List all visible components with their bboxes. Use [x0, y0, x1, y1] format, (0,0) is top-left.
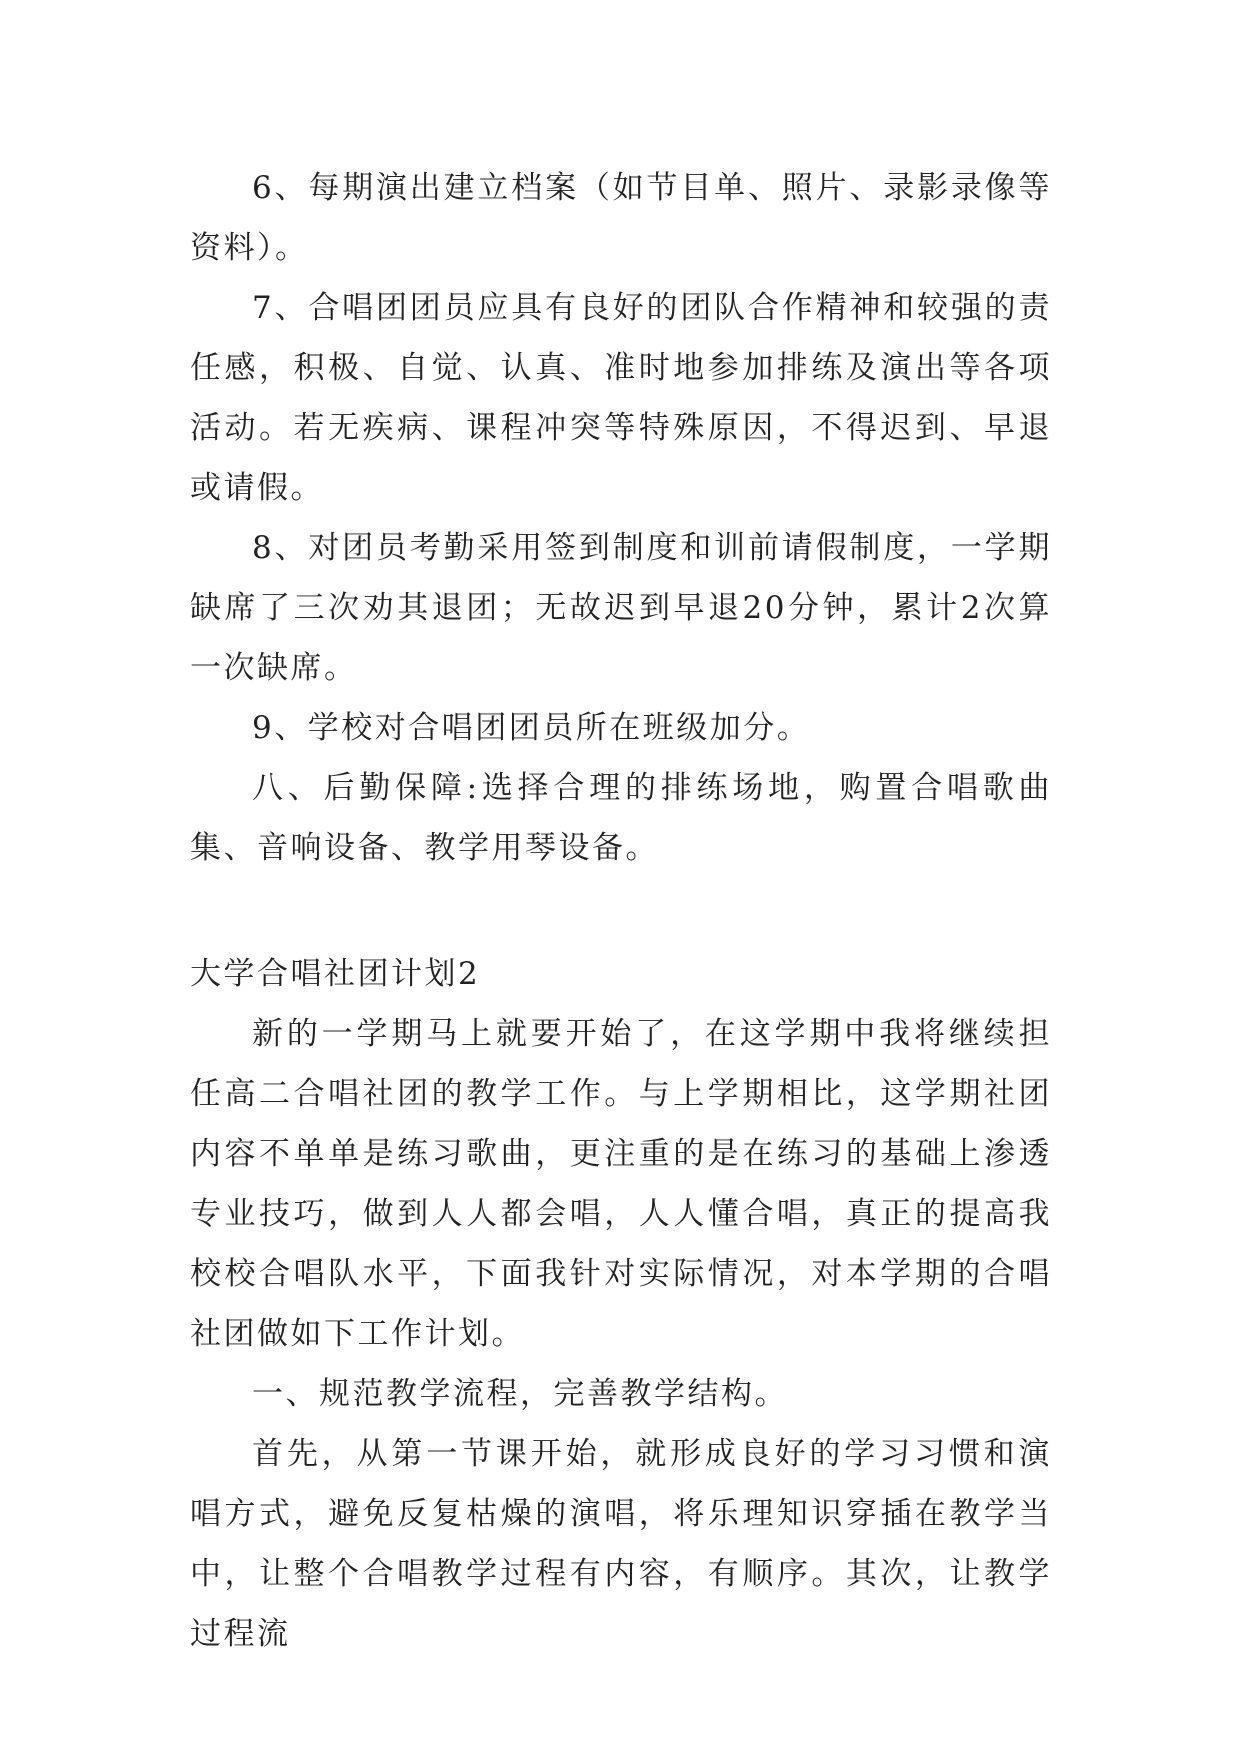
- section-title: 大学合唱社团计划2: [190, 956, 481, 992]
- paragraph-intro: 新的一学期马上就要开始了，在这学期中我将继续担任高二合唱社团的教学工作。与上学期相比，这学期社团内容不单单是练习歌曲，更注重的是在练习的基础上渗透专业技巧，做到人人都会唱，人人懂合唱，真正的提高我校校合唱队水平，下面我针对实际情况，对本学期的合唱社团做如下工作计划。: [190, 1016, 1052, 1352]
- paragraph-item-7: 7、合唱团团员应具有良好的团队合作精神和较强的责任感，积极、自觉、认真、准时地参加排练及演出等各项活动。若无疾病、课程冲突等特殊原因，不得迟到、早退或请假。: [190, 290, 1052, 506]
- section-spacer: [190, 878, 1052, 944]
- document-body: [190, 158, 1052, 1664]
- paragraph-item-8: 8、对团员考勤采用签到制度和训前请假制度，一学期缺席了三次劝其退团；无故迟到早退20分钟，累计2次算一次缺席。: [190, 530, 1052, 686]
- paragraph-logistics: 八、后勤保障:选择合理的排练场地，购置合唱歌曲集、音响设备、教学用琴设备。: [190, 770, 1052, 866]
- paragraph-section-one-body: 首先，从第一节课开始，就形成良好的学习习惯和演唱方式，避免反复枯燥的演唱，将乐理知识穿插在教学当中，让整个合唱教学过程有内容，有顺序。其次，让教学过程流: [190, 1436, 1052, 1652]
- paragraph-section-one-title: 一、规范教学流程，完善教学结构。: [252, 1376, 788, 1412]
- paragraph-item-6: 6、每期演出建立档案（如节目单、照片、录影录像等资料）。: [190, 170, 1052, 266]
- paragraph-item-9: 9、学校对合唱团团员所在班级加分。: [252, 710, 811, 746]
